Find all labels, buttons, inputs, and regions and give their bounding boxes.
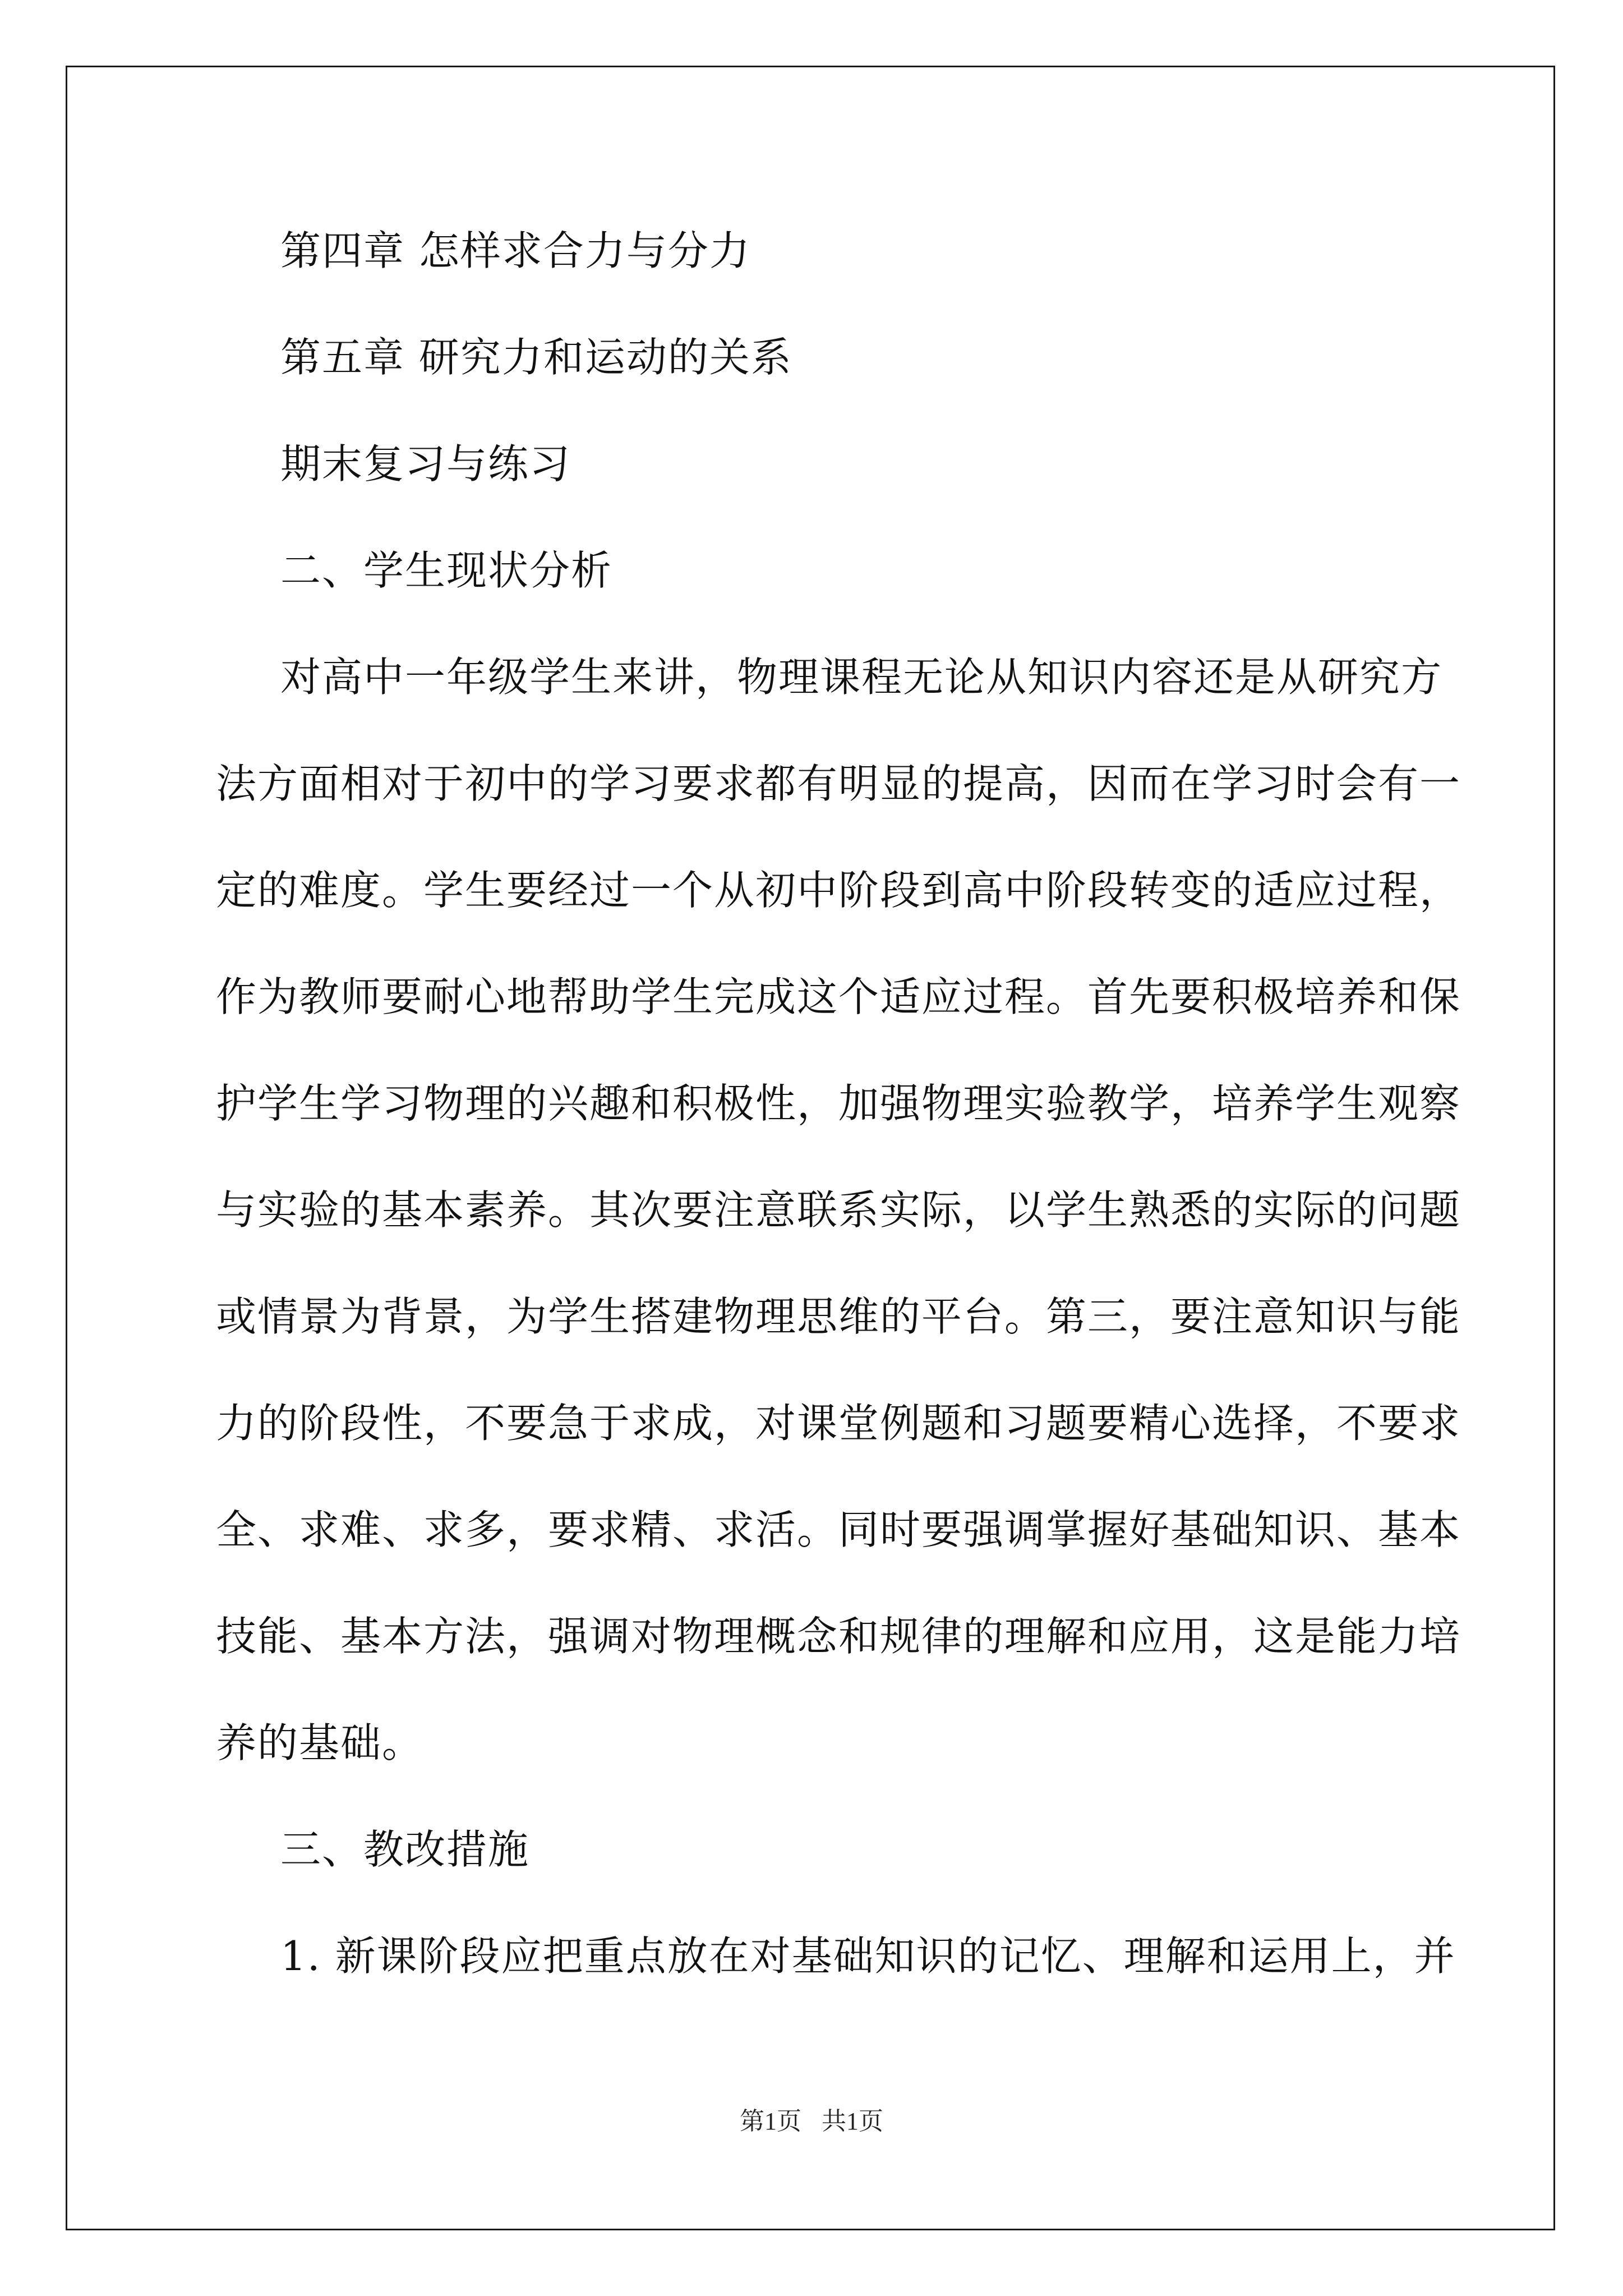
paragraph-line: 或情景为背景，为学生搭建物理思维的平台。第三，要注意知识与能: [216, 1293, 1461, 1340]
paragraph-line: 对高中一年级学生来讲，物理课程无论从知识内容还是从研究方: [280, 654, 1443, 701]
section-heading: 三、教改措施: [280, 1826, 530, 1873]
paragraph-line: 力的阶段性，不要急于求成，对课堂例题和习题要精心选择，不要求: [216, 1400, 1461, 1447]
page-total: 共1页: [822, 2108, 883, 2135]
paragraph-line: 全、求难、求多，要求精、求活。同时要强调掌握好基础知识、基本: [216, 1506, 1461, 1553]
section-heading: 二、学生现状分析: [280, 547, 613, 594]
paragraph-line: 技能、基本方法，强调对物理概念和规律的理解和应用，这是能力培: [216, 1613, 1461, 1660]
outline-item: 第四章 怎样求合力与分力: [280, 227, 751, 274]
outline-item: 期末复习与练习: [280, 440, 571, 487]
paragraph-line: 法方面相对于初中的学习要求都有明显的提高，因而在学习时会有一: [216, 760, 1461, 807]
page-footer: [0, 2105, 1623, 2138]
paragraph-line: 作为教师要耐心地帮助学生完成这个适应过程。首先要积极培养和保: [216, 973, 1461, 1020]
page-number: 第1页: [740, 2108, 801, 2135]
outline-item: 第五章 研究力和运动的关系: [280, 334, 792, 381]
page-border: [66, 66, 1555, 2230]
paragraph-line: 养的基础。: [216, 1719, 424, 1766]
list-item: 1. 新课阶段应把重点放在对基础知识的记忆、理解和运用上，并: [280, 1932, 1456, 1980]
paragraph-line: 定的难度。学生要经过一个从初中阶段到高中阶段转变的适应过程，: [216, 867, 1461, 914]
paragraph-line: 护学生学习物理的兴趣和积极性，加强物理实验教学，培养学生观察: [216, 1080, 1461, 1127]
paragraph-line: 与实验的基本素养。其次要注意联系实际，以学生熟悉的实际的问题: [216, 1186, 1461, 1234]
